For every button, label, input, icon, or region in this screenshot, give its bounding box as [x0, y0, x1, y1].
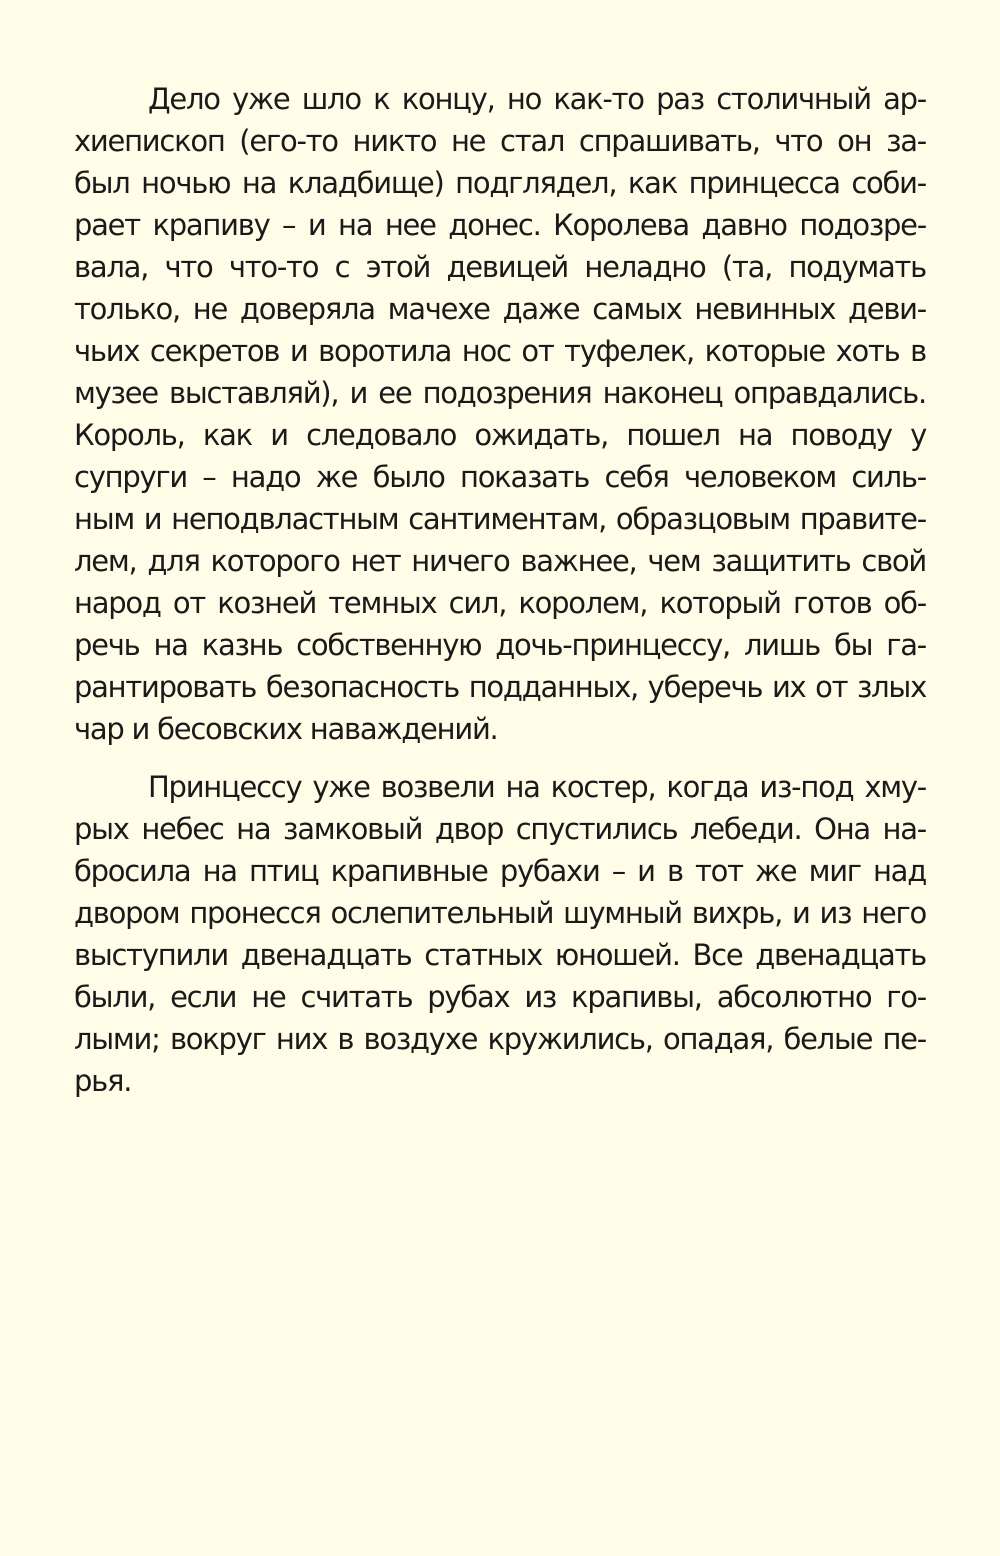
text-line: рья. — [74, 1064, 132, 1098]
text-line: Дело уже шло к концу, но как-то раз столичный ар- — [148, 82, 926, 116]
text-line: Король, как и следовало ожидать, пошел на поводу у — [74, 418, 926, 452]
text-line: музее выставляй), и ее подозрения наконец оправдались. — [74, 376, 926, 410]
text-line: Принцессу уже возвели на костер, когда из-под хму- — [148, 770, 926, 804]
text-line: чьих секретов и воротила нос от туфелек, которые хоть в — [74, 334, 926, 368]
text-line: двором пронесся ослепительный шумный вихрь, и из него — [74, 896, 926, 930]
text-line: рых небес на замковый двор спустились лебеди. Она на- — [74, 812, 926, 846]
text-line: только, не доверяла мачехе даже самых невинных деви- — [74, 292, 926, 326]
paragraph-2 — [74, 766, 926, 1102]
text-line: вала, что что-то с этой девицей неладно (та, подумать — [74, 250, 926, 284]
text-line: рантировать безопасность подданных, уберечь их от злых — [74, 670, 926, 704]
text-line: был ночью на кладбище) подглядел, как принцесса соби- — [74, 166, 926, 200]
text-line: чар и бесовских наваждений. — [74, 712, 498, 746]
text-line: супруги – надо же было показать себя человеком силь- — [74, 460, 926, 494]
text-line: ным и неподвластным сантиментам, образцовым правите- — [74, 502, 926, 536]
text-line: речь на казнь собственную дочь-принцессу, лишь бы га- — [74, 628, 926, 662]
text-line: лем, для которого нет ничего важнее, чем защитить свой — [74, 544, 926, 578]
text-line: лыми; вокруг них в воздухе кружились, опадая, белые пе- — [74, 1022, 926, 1056]
text-line: бросила на птиц крапивные рубахи – и в тот же миг над — [74, 854, 926, 888]
text-line: выступили двенадцать статных юношей. Все двенадцать — [74, 938, 926, 972]
text-line: хиепископ (его-то никто не стал спрашивать, что он за- — [74, 124, 926, 158]
text-line: рает крапиву – и на нее донес. Королева давно подозре- — [74, 208, 926, 242]
text-line: были, если не считать рубах из крапивы, абсолютно го- — [74, 980, 926, 1014]
text-line: народ от козней темных сил, королем, который готов об- — [74, 586, 926, 620]
page-text — [74, 78, 926, 1118]
paragraph-1 — [74, 78, 926, 750]
